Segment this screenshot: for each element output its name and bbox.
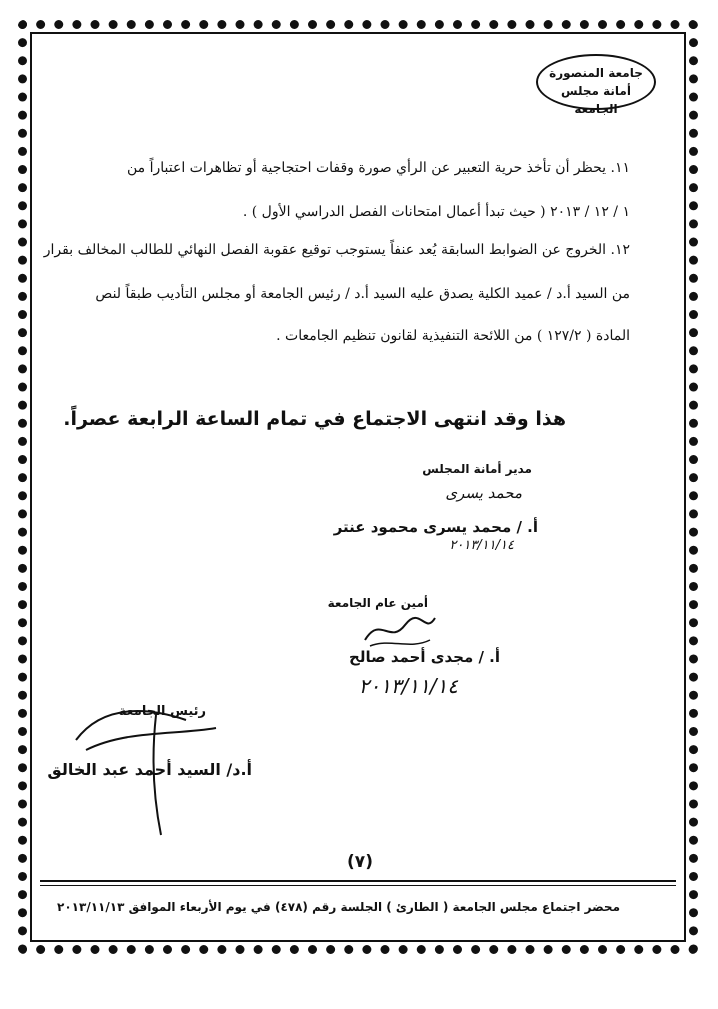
council-director-name: أ. / محمد يسرى محمود عنتر [333, 518, 538, 536]
item-11-line-2: ١ / ١٢ / ٢٠١٣ ( حيث تبدأ أعمال امتحانات الفصل الدراسي الأول ) . [242, 204, 630, 220]
footer-rule-thin [40, 885, 676, 886]
page-number: (٧) [347, 852, 373, 872]
footer-rule [40, 880, 676, 882]
president-name: أ.د/ السيد أحمد عبد الخالق [47, 760, 252, 779]
item-12-line-2: من السيد أ.د / عميد الكلية يصدق عليه السيد أ.د / رئيس الجامعة أو مجلس التأديب طبقاً لنص [95, 286, 630, 302]
university-seal [536, 54, 656, 116]
council-director-handwritten-signature: محمد يسرى [445, 484, 522, 502]
secretary-general-title: أمين عام الجامعة [327, 596, 428, 610]
seal-line-2: أمانة مجلس الجامعة [561, 84, 631, 116]
secretary-general-name: أ. / مجدى أحمد صالح [349, 648, 500, 666]
footer-text: محضر اجتماع مجلس الجامعة ( الطارئ ) الجلسة رقم (٤٧٨) في يوم الأربعاء الموافق ٢٠١٣/١١/١٣ [57, 900, 620, 914]
president-title: رئيس الجامعة [118, 704, 206, 719]
closing-statement: هذا وقد انتهى الاجتماع في تمام الساعة الرابعة عصراً. [63, 408, 566, 430]
secretary-general-date: ٢٠١٣/١١/١٤ [358, 674, 458, 698]
secretary-signature-scribble [360, 610, 440, 650]
item-11-line-1: ١١. يحظر أن تأخذ حرية التعبير عن الرأي صورة وقفات احتجاجية أو تظاهرات اعتباراً من [127, 160, 630, 176]
council-director-title: مدير أمانة المجلس [422, 462, 532, 476]
item-12-line-3: المادة ( ١٢٧/٢ ) من اللائحة التنفيذية لقانون تنظيم الجامعات . [276, 328, 630, 344]
item-12-line-1: ١٢. الخروج عن الضوابط السابقة يُعد عنفاً يستوجب توقيع عقوبة الفصل النهائي للطالب المخالف بقرار [43, 242, 630, 258]
council-director-date: ٢٠١٣/١١/١٤ [449, 538, 514, 553]
seal-line-1: جامعة المنصورة [549, 66, 643, 80]
